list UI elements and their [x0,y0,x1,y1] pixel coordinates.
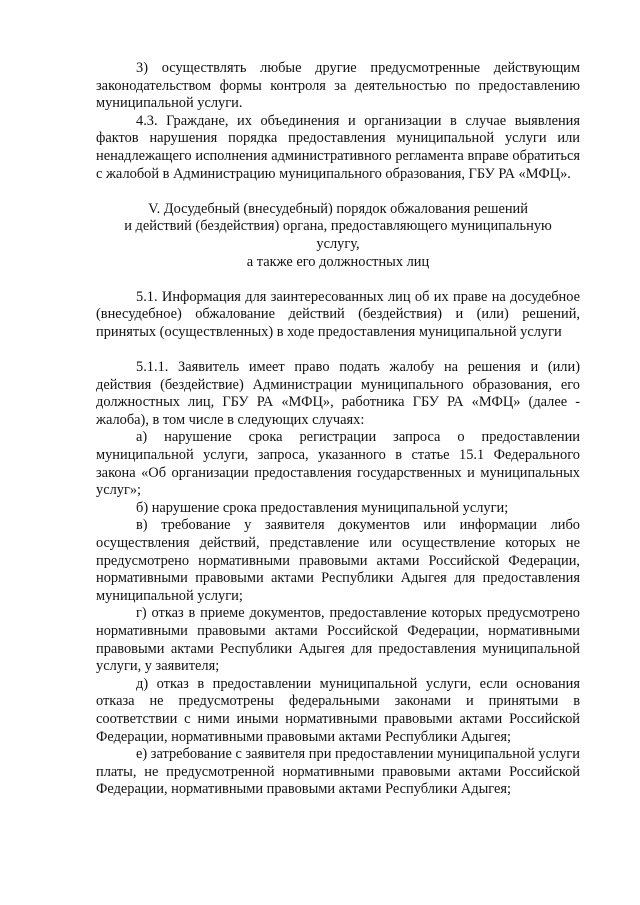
paragraph-control-forms: 3) осуществлять любые другие предусмотренные действующим законодательством формы контроля за деятельностью по предоставлению муниципальной услуги. [96,60,580,112]
section-heading-line-2: и действий (бездействия) органа, предоставляющего муниципальную [124,218,552,235]
section-heading-line-3: услугу, [316,235,360,252]
paragraph-4-3: 4.3. Граждане, их объединения и организации в случае выявления фактов нарушения порядка предоставления муниципальной услуги или ненадлежащего исполнения административного регламента вправе обратиться с жалобой в Администрацию муниципального образования, ГБУ РА «МФЦ». [96,112,580,182]
list-item-d: д) отказ в предоставлении муниципальной услуги, если основания отказа не предусмотрены федеральными законами и принятыми в соответствии с ними иными нормативными правовыми актами Российской Федерации, нормативными правовыми актами Республики Адыгея; [96,675,580,745]
list-item-a: а) нарушение срока регистрации запроса о предоставлении муниципальной услуги, запроса, указанного в статье 15.1 Федерального закона «Об организации предоставления государственных и муниципальных услуг»; [96,429,580,499]
paragraph-5-1: 5.1. Информация для заинтересованных лиц об их праве на досудебное (внесудебное) обжалование действий (бездействия) и (или) решений, принятых (осуществленных) в ходе предоставления муниципальной услуги [96,288,580,340]
section-heading-line-4: а также его должностных лиц [246,253,430,270]
spacer [96,183,580,201]
spacer [96,342,580,360]
section-heading-line-1: V. Досудебный (внесудебный) порядок обжалования решений [148,200,528,217]
list-item-e: е) затребование с заявителя при предоставлении муниципальной услуги платы, не предусмотренной нормативными правовыми актами Российской Федерации, нормативными правовыми актами Республики Адыгея; [96,746,580,798]
spacer [96,271,580,289]
list-item-b: б) нарушение срока предоставления муниципальной услуги; [136,499,509,516]
document-page [96,60,580,799]
list-item-g: г) отказ в приеме документов, предоставление которых предусмотрено нормативными правовыми актами Российской Федерации, нормативными правовыми актами Республики Адыгея для предоставления муниципальной услуги, у заявителя; [96,605,580,675]
list-item-v: в) требование у заявителя документов или информации либо осуществления действий, представление или осуществление которых не предусмотрено нормативными правовыми актами Российской Федерации, нормативными правовыми актами Республики Адыгея для предоставления муниципальной услуги; [96,517,580,604]
paragraph-5-1-1: 5.1.1. Заявитель имеет право подать жалобу на решения и (или) действия (бездействие) Администрации муниципального образования, его должностных лиц, ГБУ РА «МФЦ», работника ГБУ РА «МФЦ» (далее - жалоба), в том числе в следующих случаях: [96,359,580,428]
